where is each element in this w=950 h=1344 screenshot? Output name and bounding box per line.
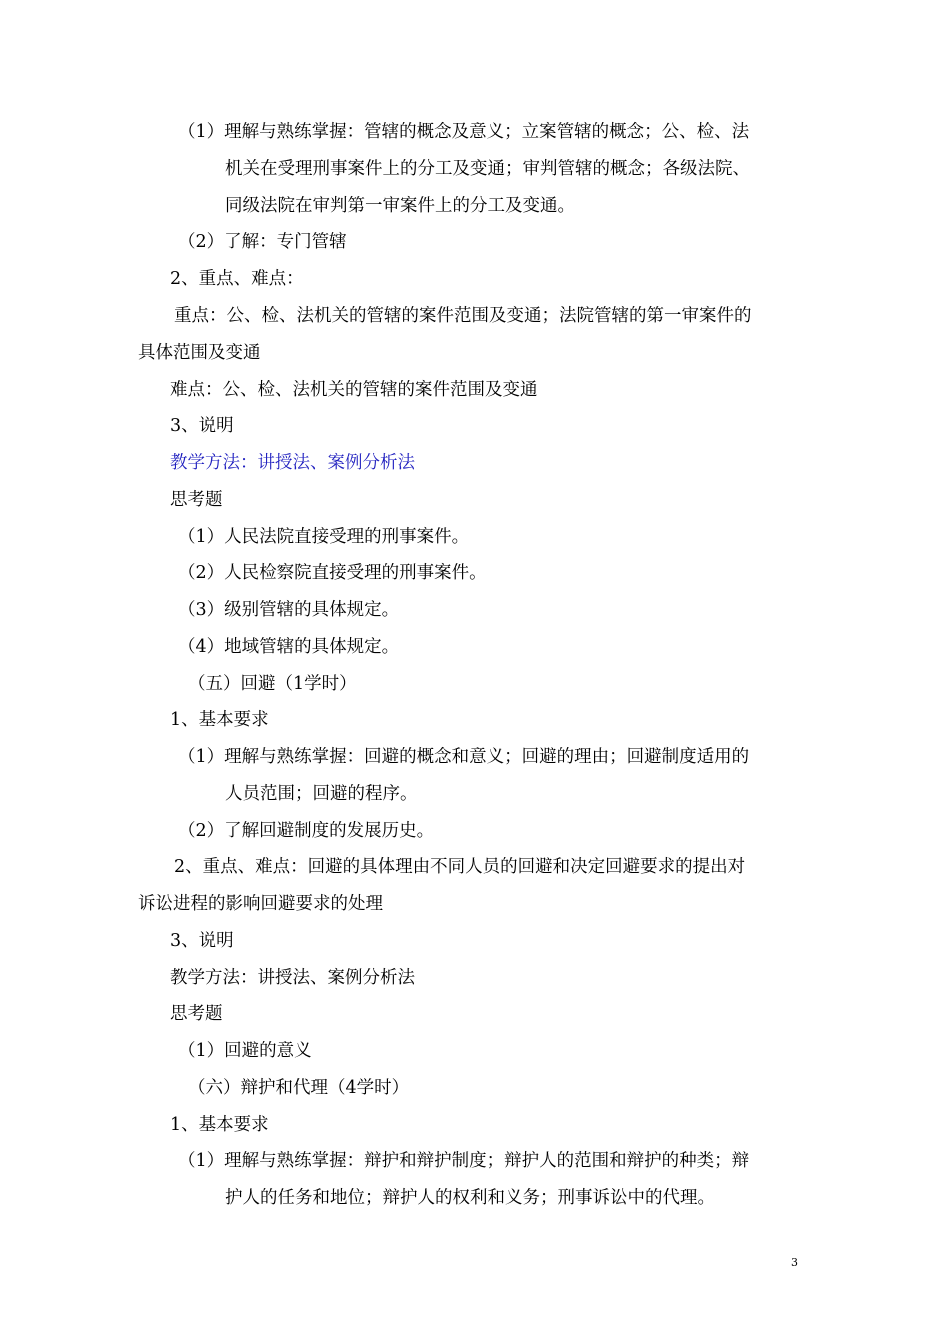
text-line: 难点：公、检、法机关的管辖的案件范围及变通 xyxy=(170,380,538,400)
list-item: （4）地域管辖的具体规定。 xyxy=(178,637,400,657)
text-line: 重点：公、检、法机关的管辖的案件范围及变通；法院管辖的第一审案件的 xyxy=(174,306,752,326)
section-heading: 3、说明 xyxy=(170,416,234,436)
text-line: 2、重点、难点：回避的具体理由不同人员的回避和决定回避要求的提出对 xyxy=(174,857,746,877)
text-line: 护人的任务和地位；辩护人的权利和义务；刑事诉讼中的代理。 xyxy=(225,1188,715,1208)
teaching-method-highlighted: 教学方法：讲授法、案例分析法 xyxy=(170,453,415,473)
text-line: 同级法院在审判第一审案件上的分工及变通。 xyxy=(225,196,575,216)
section-heading: 思考题 xyxy=(170,490,223,510)
text-line: 具体范围及变通 xyxy=(138,343,261,363)
text-line: （2）了解回避制度的发展历史。 xyxy=(178,821,435,841)
section-heading: 1、基本要求 xyxy=(170,710,269,730)
text-line: 诉讼进程的影响回避要求的处理 xyxy=(138,894,383,914)
text-line: （1）理解与熟练掌握：辩护和辩护制度；辩护人的范围和辩护的种类；辩 xyxy=(178,1151,750,1171)
section-heading: 思考题 xyxy=(170,1004,223,1024)
section-heading: 1、基本要求 xyxy=(170,1115,269,1135)
list-item: （1）人民法院直接受理的刑事案件。 xyxy=(178,527,470,547)
text-line: 教学方法：讲授法、案例分析法 xyxy=(170,968,415,988)
chapter-heading: （六）辩护和代理（4学时） xyxy=(188,1078,410,1098)
chapter-heading: （五）回避（1学时） xyxy=(188,674,357,694)
list-item: （1）回避的意义 xyxy=(178,1041,312,1061)
text-line: 机关在受理刑事案件上的分工及变通；审判管辖的概念；各级法院、 xyxy=(225,159,750,179)
list-item: （3）级别管辖的具体规定。 xyxy=(178,600,400,620)
text-line: （2）了解：专门管辖 xyxy=(178,232,347,252)
page-number: 3 xyxy=(791,1256,798,1269)
text-line: 人员范围；回避的程序。 xyxy=(225,784,418,804)
section-heading: 2、重点、难点： xyxy=(170,269,304,289)
text-line: （1）理解与熟练掌握：回避的概念和意义；回避的理由；回避制度适用的 xyxy=(178,747,750,767)
text-line: （1）理解与熟练掌握：管辖的概念及意义；立案管辖的概念；公、检、法 xyxy=(178,122,750,142)
list-item: （2）人民检察院直接受理的刑事案件。 xyxy=(178,563,487,583)
section-heading: 3、说明 xyxy=(170,931,234,951)
